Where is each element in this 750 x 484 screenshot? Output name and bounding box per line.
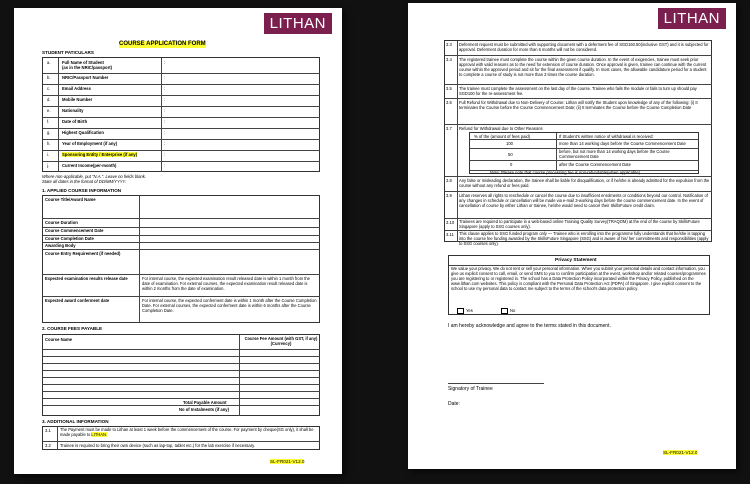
refund-condition: before, but not more than 14 working days before the Course Commencement Date [559, 149, 670, 159]
privacy-statement-box [448, 255, 710, 315]
refund-percent: 50 [508, 152, 513, 157]
course-title-label: Course Title/Award Name [45, 197, 96, 202]
checkbox-yes[interactable] [457, 308, 464, 314]
date-label: Date: [448, 401, 460, 407]
student-row-colon: : [164, 75, 166, 80]
entry-requirement-label: Course Entry Requirement (if needed) [45, 251, 121, 256]
course-info-table [42, 195, 320, 323]
clause-text: This clause applies to SSG funded program only — Trainee who is enrolling into the programme fully understands that he/she is tapping into the course fee funding awarded by the SkillsFuture Singapore (SSG) and is aware of his/ her commitments and responsibilities (apply to SSG courses only). [459, 231, 709, 246]
award-conferment-text: For internal course, the expected conferment date is within 1 month after the Course Completion Date. For external courses, the expected conferment date is within 6 months after the Course Completion Date. [142, 298, 317, 313]
application-form-page-1 [14, 8, 342, 474]
refund-condition: after the Course Commencement Date [559, 162, 631, 167]
student-row-label: Nationality [62, 108, 84, 113]
clause-text: Full Refund for Withdrawal due to Non-Delivery of Course: Lithan will notify the Student upon knowledge of any of the following: (i) It terminates the Course before the Course Commencement Date; (ii) It terminates the Course before the Course Completion Date [459, 100, 698, 110]
awarding-body-label: Awarding Body [45, 243, 76, 248]
info-num: 3.2 [45, 443, 51, 448]
commencement-date-label: Course Commencement Date [45, 228, 104, 233]
clause-num: 3.11 [446, 232, 454, 237]
student-row-input-field[interactable] [169, 95, 319, 106]
student-row-letter: e. [47, 108, 51, 113]
student-row-colon: : [164, 97, 166, 102]
clause-text: Lithan reserves all rights to reschedule or cancel the course due to insufficient enrolments or conditions beyond our control. Notification of any changes in schedule or cancellation will be made via e-mail 3-working days before the course commencement date. In the event of cancellation of course by either Lithan or trainee, he/she would need to cancel their SkillsFuture credit claim. [459, 193, 708, 208]
refund-percent: 100 [506, 141, 513, 146]
terms-table [444, 40, 712, 246]
instalments-label: No of Instalments (if any) [179, 407, 230, 412]
student-row-input-field[interactable] [169, 73, 319, 84]
clause-num: 3.8 [446, 178, 452, 183]
clause-text: Deferment request must be submitted with supporting document with a deferment fee of SGD160.50(inclusive GST) and it is subjected for approval. Deferment duration for more than 6 months will not be considered. [459, 42, 709, 52]
student-row-label: Sponsoring Entity / Enterprise (if any) [62, 152, 138, 157]
refund-header-percent: % of the (amount of fees paid) [474, 134, 531, 139]
clause-num: 3.5 [446, 86, 452, 91]
student-row-letter: a. [47, 60, 51, 65]
student-row-label: Highest Qualification [62, 130, 104, 135]
student-row-label: Year of Employment (if any) [62, 141, 118, 146]
additional-info-table [42, 426, 320, 450]
refund-table [469, 132, 699, 174]
fee-course-name-header: Course Name [45, 337, 72, 342]
privacy-text: We value your privacy. We do not rent or sell your personal information. When you submit your personal details and contact information, you give us explicit consent to call, email, or send SMS to you to confirm participation at the event, workshop and/or related courses/programmes you are registering to or registered in. The school has a Data Protection Policy incorporated within the Privacy Policy, published on the www.lithan.com websites. This policy is compliant with the Personal Data Protection Act (PDPA) of Singapore. I give explicit consent to the school to use my personal data to contact me subject to the terms of the school's data protection policy. [451, 266, 706, 291]
clause-num: 3.6 [446, 100, 452, 105]
student-row-label: NRIC/Passport Number [62, 75, 109, 80]
clause-text: Refund for Withdrawal due to Other Reasons [459, 126, 543, 131]
exam-release-label: Expected examination results release date [45, 276, 128, 281]
checkbox-no[interactable] [501, 308, 508, 314]
fee-amount-header: Course Fee Amount (with GST, if any) (Currency) [244, 336, 318, 346]
clause-text: Trainees are required to participate in a web-based online Training Quality Survey(TRAQOM) at the end of the course by SkillsFuture Singapore (apply to SSG courses only). [459, 219, 700, 229]
student-row-input-field[interactable] [169, 106, 319, 117]
student-row-input-field[interactable] [169, 117, 319, 128]
clause-num: 3.3 [446, 42, 452, 47]
refund-condition: more than 14 working days before the Course Commencement Date [559, 141, 686, 146]
student-row-input-field[interactable] [169, 139, 319, 150]
student-row-input-field[interactable] [169, 128, 319, 139]
clause-text: The registered trainee must complete the course within the given course duration. In the event of exigencies, trainee must seek prior approval with valid reasons as to the need for extension of course duration. Once approval is given, trainee can continue with the current course within the approved period and sit for the final assessment if qualify. In most cases, the allowable candidature period for a student to complete a course of study is not more than 3 times the course duration. [459, 57, 707, 77]
refund-header-notice: If Student's written notice of withdrawal is received: [559, 134, 654, 139]
student-row-letter: d. [47, 97, 51, 102]
consent-yes-option[interactable]: Yes [457, 308, 473, 314]
student-row-colon: : [164, 130, 166, 135]
clause-num: 3.4 [446, 57, 452, 62]
student-row-letter: c. [47, 86, 51, 91]
application-form-page-2 [408, 3, 736, 469]
refund-note: Note: Please note that course processing fee is non-refundable(when applicable). [490, 170, 642, 175]
student-row-label: Date of Birth [62, 119, 88, 124]
form-code-footer: SL-FR021-V12.0 [270, 459, 305, 464]
clause-num: 3.9 [446, 193, 452, 198]
student-particulars-table [42, 57, 320, 172]
student-row-colon: : [164, 108, 166, 113]
applied-course-heading: 1. APPLIED COURSE INFORMATION [42, 188, 122, 193]
student-row-sublabel: (as in the NRIC/passport) [62, 65, 113, 70]
info-text: Trainee is required to bring their own device (such as lap-top, tablet etc.) for the lab exercise if necessary. [60, 443, 256, 448]
student-row-letter: j. [47, 163, 50, 168]
student-row-colon: : [164, 152, 166, 157]
student-particulars-heading: STUDENT PATICULARS [42, 50, 94, 55]
student-row-label: Mobile Number [62, 97, 93, 102]
course-duration-label: Course Duration [45, 220, 78, 225]
course-fees-table [42, 334, 320, 416]
student-row-letter: h. [47, 141, 51, 146]
student-row-input-field[interactable] [169, 84, 319, 95]
student-row-colon: : [164, 86, 166, 91]
student-row-label: Full Name of Student [62, 60, 104, 65]
form-code-footer: SL-FR021-V12.0 [663, 450, 698, 455]
award-conferment-label: Expected award conferment date [45, 298, 110, 303]
student-row-label: Email Address [62, 86, 91, 91]
note-dates: State all dates in the format of DD/MM/YYYY. [42, 179, 127, 184]
student-row-letter: g. [47, 130, 51, 135]
additional-info-heading: 3. ADDITIONAL INFORMATION [42, 419, 109, 424]
clause-num: 3.7 [446, 126, 452, 131]
student-row-letter: b. [47, 75, 51, 80]
clause-text: Any false or misleading declaration, the trainee shall be liable for disqualification, or if he/she is already admitted for the expulsion from the course without any refund or fees paid. [459, 178, 710, 188]
clause-num: 3.10 [446, 220, 455, 225]
student-row-input-field[interactable] [169, 161, 319, 173]
info-text: The Payment must be made to Lithan at least 1 week before the commencement of the course. For payment by cheque(SG only), it shall be made payable to LITHAN. [60, 427, 314, 437]
exam-release-text: For internal course, the expected examination result released date is within 1 month from the date of examination. For external courses, the expected examination result released date is within 2 months from the date of examination. [142, 276, 310, 291]
form-title: COURSE APPLICATION FORM [119, 41, 206, 47]
student-row-input-field[interactable] [169, 150, 319, 161]
privacy-title: Privacy Statement [555, 258, 597, 263]
note-na: Where non-applicable, put "N.A.". Leave no fields blank. [42, 174, 146, 179]
student-row-colon: : [164, 119, 166, 124]
student-row-letter: i. [47, 152, 50, 157]
student-row-letter: f. [47, 119, 50, 124]
student-row-colon: : [164, 163, 166, 168]
refund-percent: 0 [510, 162, 513, 167]
student-row-label: Current Income(per-month) [62, 163, 117, 168]
student-row-input-field[interactable] [169, 58, 319, 73]
student-row-colon: : [164, 141, 166, 146]
consent-no-option[interactable]: No [501, 308, 515, 314]
student-row-colon: : [164, 60, 166, 65]
info-num: 3.1 [45, 428, 51, 433]
total-payable-label: Total Payable Amount [183, 400, 227, 405]
lithan-logo: LITHAN [658, 8, 726, 29]
course-fees-heading: 2. COURSE FEES PAYABLE [42, 326, 103, 331]
acknowledgement-text: I am hereby acknowledge and agree to the terms stated in this document. [448, 323, 611, 329]
clause-text: The trainee must complete the assessment on the last day of the course. Trainee who fails the module or fails to turn up should pay SGD100 for the re-assessment fee. [459, 86, 697, 96]
signatory-label: Signatory of Trainee [448, 386, 493, 392]
completion-date-label: Course Completion Date [45, 236, 94, 241]
lithan-logo: LITHAN [264, 13, 332, 34]
